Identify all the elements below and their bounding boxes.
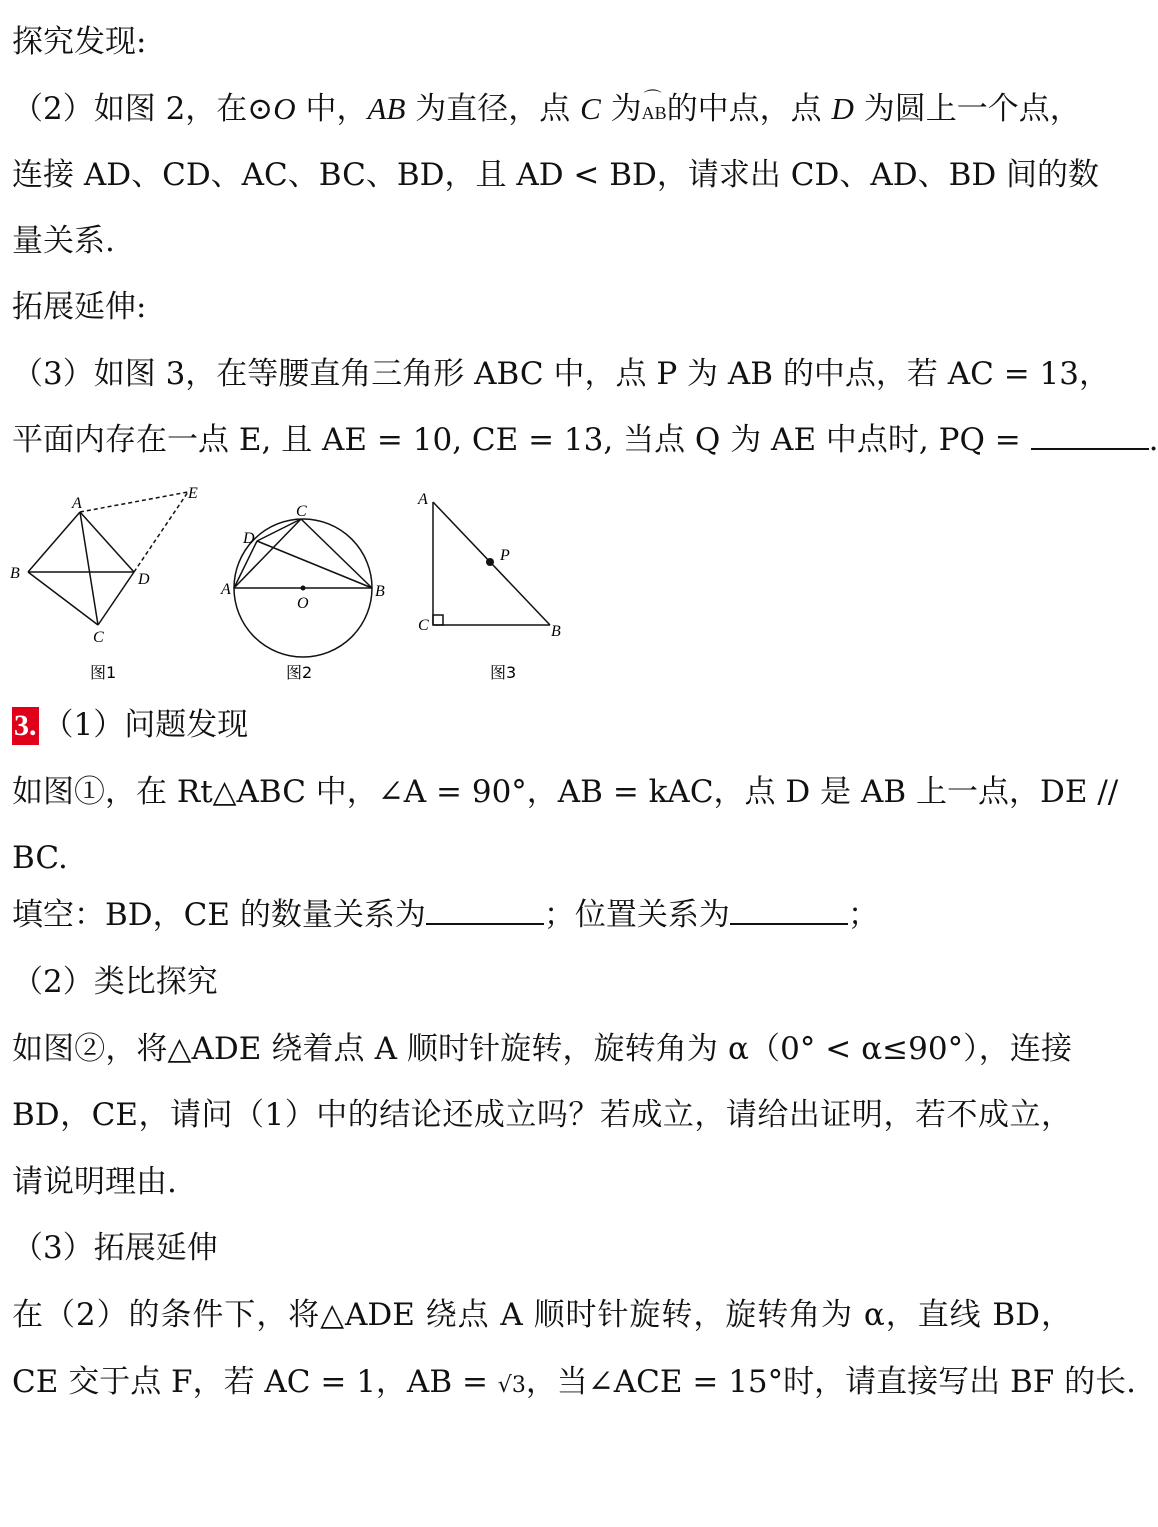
fig2-caption: 图2: [286, 663, 313, 682]
q3-fill-line: 填空：BD，CE 的数量关系为 ；位置关系为 ；: [12, 897, 879, 933]
fig2-label-d: D: [243, 530, 255, 547]
arc-ab-symbol: ⌒ AB: [642, 91, 667, 135]
q2-part2-line1: （2）如图 2，在⊙O 中，AB 为直径，点 C 为⌒ AB的中点，点 D 为圆上一个点，: [12, 87, 1072, 135]
question-number-badge: 3.: [12, 707, 39, 745]
q2-part2-line3: 量关系.: [12, 223, 115, 259]
fig1-label-c: C: [93, 629, 104, 646]
q2-part2-line2: 连接 AD、CD、AC、BC、BD，且 AD < BD，请求出 CD、AD、BD 间的数: [12, 157, 1100, 193]
answer-blank-pq[interactable]: [1031, 420, 1149, 450]
q3-part2-line2: BD，CE，请问（1）中的结论还成立吗？若成立，请给出证明，若不成立，: [12, 1097, 1072, 1133]
fig3-label-p: P: [500, 547, 510, 564]
fig2-label-b: B: [375, 583, 385, 600]
q3-part2-line3: 请说明理由.: [12, 1164, 177, 1200]
explore-heading: 探究发现:: [12, 24, 147, 60]
q3-part2-line1: 如图②，将△ADE 绕着点 A 顺时针旋转，旋转角为 α（0° < α≤90°），连接: [12, 1031, 1072, 1067]
fig3-label-c: C: [418, 617, 429, 634]
q3-part2-title: （2）类比探究: [12, 964, 218, 1000]
fig3-label-b: B: [551, 623, 561, 640]
fig1-label-b: B: [10, 565, 20, 582]
q2-part3-line1: （3）如图 3，在等腰直角三角形 ABC 中，点 P 为 AB 的中点，若 AC = 13，: [12, 356, 1110, 392]
figures-row: [0, 480, 600, 690]
fig2-label-a: A: [221, 581, 231, 598]
extend-heading: 拓展延伸:: [12, 289, 147, 325]
q3-part1-line1: 如图①，在 Rt△ABC 中，∠A = 90°，AB = kAC，点 D 是 AB 上一点，DE //: [12, 774, 1119, 810]
fig3-caption: 图3: [490, 663, 517, 682]
fig1-label-e: E: [188, 485, 198, 502]
sqrt3-symbol: √3: [497, 1373, 526, 1398]
q3-part1-title: 3. （1）问题发现: [14, 707, 249, 743]
q3-part3-line1: 在（2）的条件下，将△ADE 绕点 A 顺时针旋转，旋转角为 α，直线 BD，: [12, 1297, 1072, 1333]
q3-part3-line2: CE 交于点 F，若 AC = 1，AB = √3，当∠ACE = 15°时，请直接写出 BF 的长.: [12, 1364, 1137, 1400]
q3-part3-title: （3）拓展延伸: [12, 1230, 218, 1266]
fig1-label-d: D: [138, 571, 150, 588]
fig2-label-o: O: [297, 595, 309, 612]
fig2-center-dot: [301, 586, 306, 591]
fig2-label-c: C: [296, 503, 307, 520]
fig3-point-p: [486, 558, 494, 566]
figure-1: [28, 492, 188, 625]
answer-blank-position[interactable]: [730, 895, 848, 925]
answer-blank-quantity[interactable]: [426, 895, 544, 925]
figures-svg: [0, 480, 600, 690]
fig3-label-a: A: [418, 491, 428, 508]
q2-part3-line2: 平面内存在一点 E, 且 AE = 10, CE = 13, 当点 Q 为 AE 中点时, PQ = .: [12, 422, 1158, 458]
q3-part1-line2: BC.: [12, 840, 68, 876]
fig1-caption: 图1: [90, 663, 117, 682]
fig1-label-a: A: [72, 495, 82, 512]
